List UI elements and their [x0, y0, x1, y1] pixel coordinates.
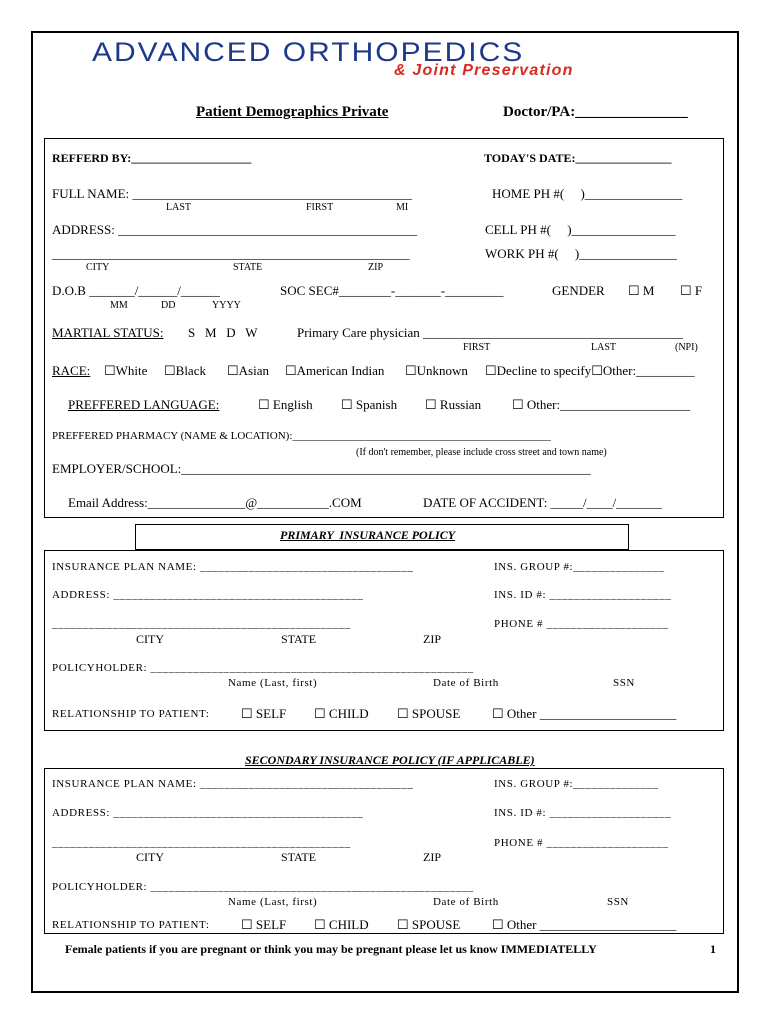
label-state: STATE: [233, 262, 263, 273]
referred-by-field[interactable]: REFFERD BY:____________________: [52, 151, 252, 165]
primary-address-line2-field[interactable]: _________________________________________________: [52, 618, 351, 630]
address-line2-field[interactable]: _______________________________________________________: [52, 246, 410, 261]
primary-relationship-label: RELATIONSHIP TO PATIENT:: [52, 708, 210, 720]
date-of-accident-field[interactable]: DATE OF ACCIDENT: _____/____/_______: [423, 495, 662, 510]
cell-phone-field[interactable]: CELL PH #( )________________: [485, 222, 676, 237]
primary-policyholder-field[interactable]: POLICYHOLDER: _____________________________________________________: [52, 662, 474, 674]
primary-rel-child-checkbox[interactable]: ☐ CHILD: [314, 706, 369, 721]
race-unknown-checkbox[interactable]: ☐Unknown: [405, 363, 468, 378]
label-pc-last: LAST: [591, 342, 616, 353]
dob-field[interactable]: D.O.B _______/______/______: [52, 283, 220, 298]
pharmacy-field[interactable]: PREFFERED PHARMACY (NAME & LOCATION):_______________________________________________: [52, 430, 551, 442]
secondary-rel-child-checkbox[interactable]: ☐ CHILD: [314, 917, 369, 932]
language-russian-checkbox[interactable]: ☐ Russian: [425, 397, 482, 412]
email-field[interactable]: Email Address:_______________@___________.COM: [68, 495, 362, 510]
primary-label-zip: ZIP: [423, 632, 441, 646]
secondary-relationship-label: RELATIONSHIP TO PATIENT:: [52, 919, 210, 931]
secondary-label-zip: ZIP: [423, 850, 441, 864]
gender-m-checkbox[interactable]: ☐ M: [628, 283, 655, 298]
race-decline-other-checkbox[interactable]: ☐Decline to specify☐Other:_________: [485, 363, 695, 378]
full-name-field[interactable]: FULL NAME: ___________________________________________: [52, 186, 412, 201]
race-black-checkbox[interactable]: ☐Black: [164, 363, 206, 378]
secondary-rel-other-checkbox[interactable]: ☐ Other _____________________: [492, 917, 677, 932]
language-spanish-checkbox[interactable]: ☐ Spanish: [341, 397, 398, 412]
pharmacy-note: (If don't remember, please include cross street and town name): [356, 447, 607, 458]
primary-address-field[interactable]: ADDRESS: _________________________________________: [52, 589, 364, 601]
race-asian-checkbox[interactable]: ☐Asian: [227, 363, 269, 378]
primary-group-field[interactable]: INS. GROUP #:_______________: [494, 561, 665, 573]
label-yyyy: YYYY: [212, 300, 241, 311]
secondary-plan-name-field[interactable]: INSURANCE PLAN NAME: ___________________________________: [52, 778, 414, 790]
secondary-group-field[interactable]: INS. GROUP #:______________: [494, 778, 659, 790]
secondary-label-state: STATE: [281, 850, 317, 864]
primary-ins-id-field[interactable]: INS. ID #: ____________________: [494, 589, 672, 601]
primary-care-field[interactable]: Primary Care physician ________________________________________: [297, 325, 683, 340]
ssn-field[interactable]: SOC SEC#________-_______-_________: [280, 283, 504, 298]
label-last: LAST: [166, 202, 191, 213]
primary-rel-spouse-checkbox[interactable]: ☐ SPOUSE: [397, 706, 461, 721]
secondary-rel-self-checkbox[interactable]: ☐ SELF: [241, 917, 287, 932]
gender-f-checkbox[interactable]: ☐ F: [680, 283, 703, 298]
doctor-field[interactable]: Doctor/PA:_______________: [503, 104, 688, 120]
label-mi: MI: [396, 202, 409, 213]
secondary-label-ssn: SSN: [607, 896, 629, 908]
primary-label-state: STATE: [281, 632, 317, 646]
primary-rel-self-checkbox[interactable]: ☐ SELF: [241, 706, 287, 721]
label-pc-first: FIRST: [463, 342, 491, 353]
primary-insurance-title: PRIMARY INSURANCE POLICY: [280, 528, 456, 542]
form-title: Patient Demographics Private: [196, 104, 389, 120]
logo-subtitle: & Joint Preservation: [394, 62, 574, 79]
label-zip: ZIP: [368, 262, 383, 273]
address-field[interactable]: ADDRESS: ______________________________________________: [52, 222, 418, 237]
logo-title: ADVANCED ORTHOPEDICS: [92, 37, 525, 68]
primary-label-city: CITY: [136, 632, 164, 646]
label-pc-npi: (NPI): [675, 342, 698, 353]
primary-label-name: Name (Last, first): [228, 677, 318, 689]
pregnancy-notice: Female patients if you are pregnant or think you may be pregnant please let us know IMMEDIATELLY: [65, 942, 597, 956]
race-label: RACE:: [52, 363, 91, 378]
primary-plan-name-field[interactable]: INSURANCE PLAN NAME: ___________________________________: [52, 561, 414, 573]
language-label: PREFFERED LANGUAGE:: [68, 397, 220, 412]
secondary-insurance-title: SECONDARY INSURANCE POLICY (IF APPLICABLE): [245, 753, 535, 767]
language-other-checkbox[interactable]: ☐ Other:____________________: [512, 397, 691, 412]
language-english-checkbox[interactable]: ☐ English: [258, 397, 313, 412]
todays-date-field[interactable]: TODAY'S DATE:________________: [484, 151, 672, 165]
gender-label: GENDER: [552, 283, 605, 298]
employer-field[interactable]: EMPLOYER/SCHOOL:_______________________________________________________________: [52, 461, 591, 476]
label-city: CITY: [86, 262, 110, 273]
secondary-label-dob: Date of Birth: [433, 896, 499, 908]
page-number: 1: [710, 942, 716, 956]
label-mm: MM: [110, 300, 128, 311]
secondary-rel-spouse-checkbox[interactable]: ☐ SPOUSE: [397, 917, 461, 932]
secondary-policyholder-field[interactable]: POLICYHOLDER: _____________________________________________________: [52, 881, 474, 893]
home-phone-field[interactable]: HOME PH #( )_______________: [492, 186, 683, 201]
primary-label-dob: Date of Birth: [433, 677, 499, 689]
secondary-address-line2-field[interactable]: _________________________________________________: [52, 837, 351, 849]
secondary-address-field[interactable]: ADDRESS: _________________________________________: [52, 807, 364, 819]
primary-label-ssn: SSN: [613, 677, 635, 689]
secondary-label-city: CITY: [136, 850, 164, 864]
secondary-label-name: Name (Last, first): [228, 896, 318, 908]
marital-status-options[interactable]: S M D W: [188, 325, 258, 340]
secondary-ins-id-field[interactable]: INS. ID #: ____________________: [494, 807, 672, 819]
race-white-checkbox[interactable]: ☐White: [104, 363, 148, 378]
marital-status-label: MARTIAL STATUS:: [52, 325, 164, 340]
label-dd: DD: [161, 300, 176, 311]
primary-phone-field[interactable]: PHONE # ____________________: [494, 618, 669, 630]
label-first: FIRST: [306, 202, 334, 213]
primary-rel-other-checkbox[interactable]: ☐ Other _____________________: [492, 706, 677, 721]
secondary-phone-field[interactable]: PHONE # ____________________: [494, 837, 669, 849]
race-american-indian-checkbox[interactable]: ☐American Indian: [285, 363, 385, 378]
work-phone-field[interactable]: WORK PH #( )_______________: [485, 246, 677, 261]
